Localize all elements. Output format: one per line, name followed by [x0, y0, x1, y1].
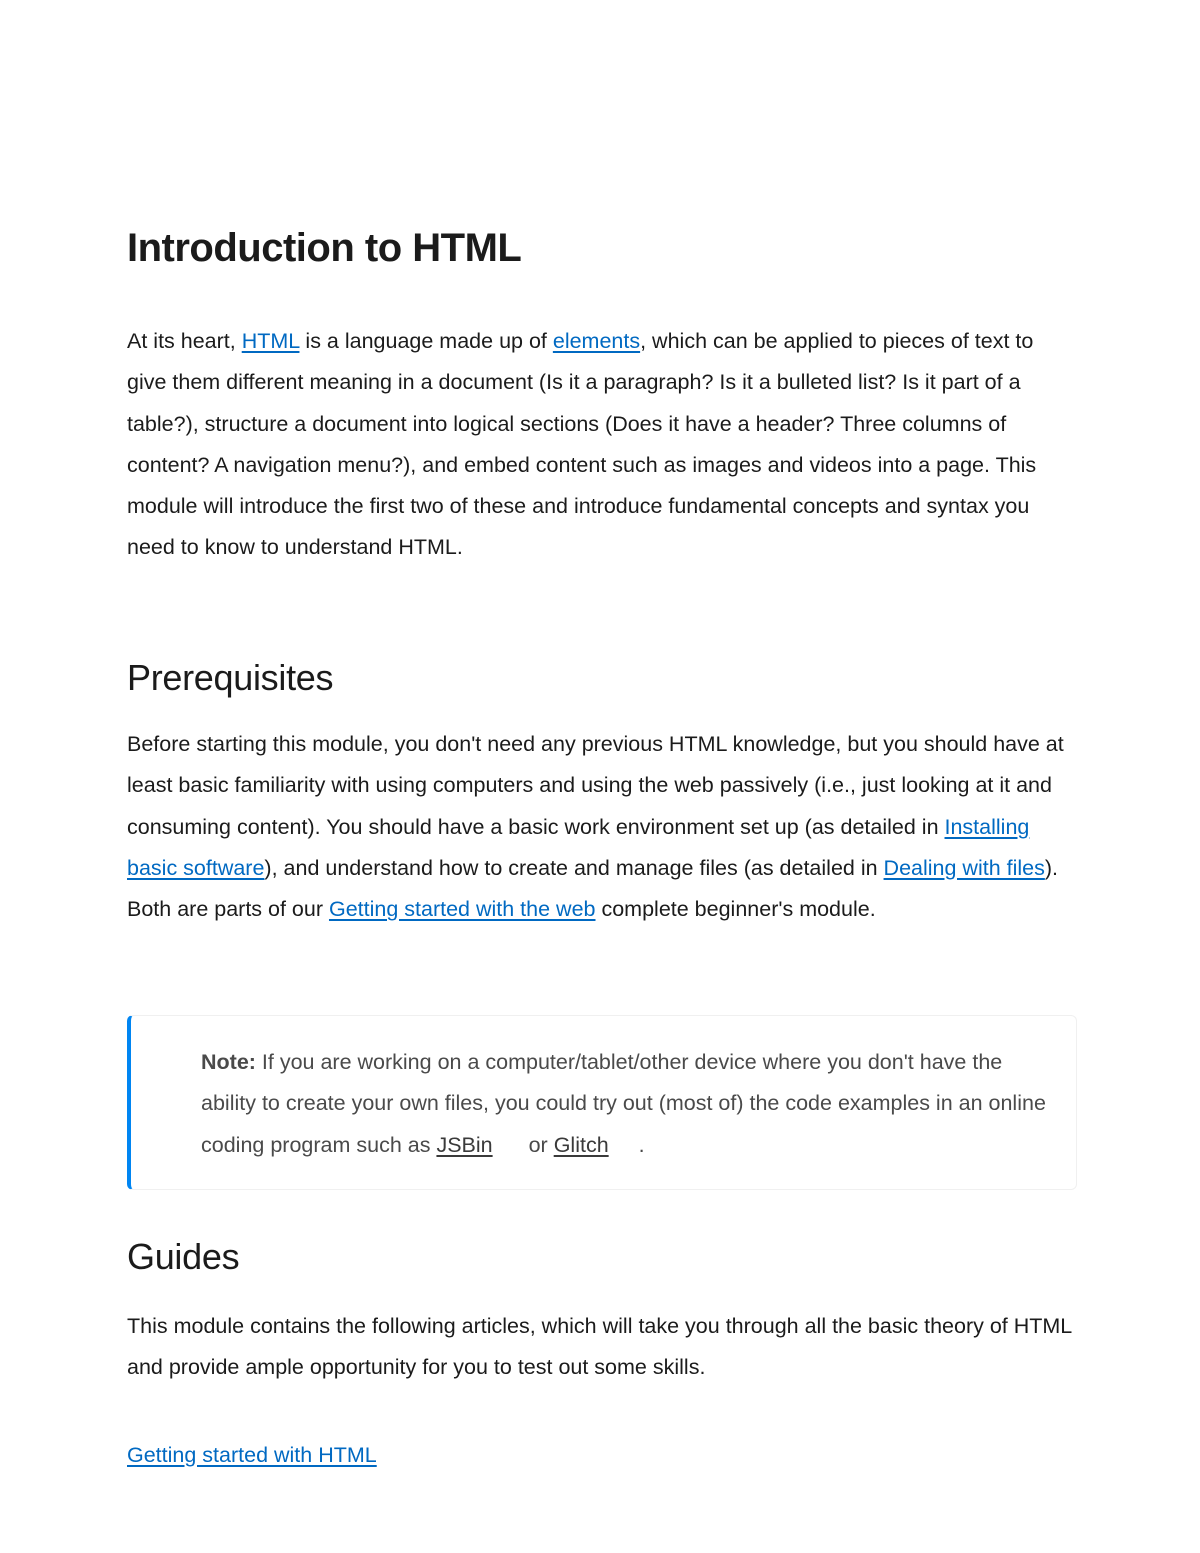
getting-started-web-link[interactable]: Getting started with the web	[328, 897, 596, 922]
prereq-text-4: complete beginner's module.	[595, 897, 876, 922]
elements-link[interactable]: elements	[552, 329, 641, 353]
note-text-2: or	[522, 1132, 554, 1157]
intro-text-1: At its heart,	[127, 329, 242, 353]
intro-text-2: is a language made up of	[299, 329, 553, 353]
note-label: Note:	[201, 1050, 256, 1074]
jsbin-link[interactable]: JSBin	[436, 1132, 493, 1157]
note-text-3: .	[638, 1132, 645, 1157]
prereq-text-3: ). Both are parts of our	[127, 855, 1059, 922]
html-link[interactable]: HTML	[241, 329, 300, 353]
glitch-link[interactable]: Glitch	[553, 1132, 609, 1157]
intro-text-3: , which can be applied to pieces of text to give them different meaning in a document (Is it a paragraph? Is it a bulleted list? Is it part of a table?), structure a document into logical sections (Does it have a header? Three columns of content? A navigation menu?), and embed content such as images and videos into a page. This module will introduce the first two of these and introduce fundamental concepts and syntax you need to know to understand HTML.	[127, 329, 1037, 560]
guides-heading: Guides	[127, 1236, 240, 1277]
intro-paragraph	[127, 321, 1077, 569]
dealing-with-files-link[interactable]: Dealing with files	[883, 855, 1045, 880]
prereq-text-1: Before starting this module, you don't need any previous HTML knowledge, but you should have at least basic familiarity with using computers and using the web passively (i.e., just looking at it and consuming content). You should have a basic work environment set up (as detailed in	[127, 732, 1064, 839]
prerequisites-paragraph	[127, 724, 1077, 930]
note-callout	[127, 1015, 1077, 1190]
prereq-text-2: ), and understand how to create and manage files (as detailed in	[264, 855, 884, 880]
note-paragraph	[201, 1042, 1061, 1166]
note-text-1: If you are working on a computer/tablet/other device where you don't have the ability to create your own files, you could try out (most of) the code examples in an online coding program such as	[201, 1050, 1046, 1157]
guides-paragraph: This module contains the following articles, which will take you through all the basic theory of HTML and provide ample opportunity for you to test out some skills.	[127, 1314, 1072, 1380]
getting-started-html-link[interactable]: Getting started with HTML	[127, 1443, 377, 1467]
prerequisites-heading: Prerequisites	[127, 657, 334, 698]
installing-software-link[interactable]: Installing basic software	[127, 814, 1030, 880]
page-title: Introduction to HTML	[127, 226, 522, 270]
